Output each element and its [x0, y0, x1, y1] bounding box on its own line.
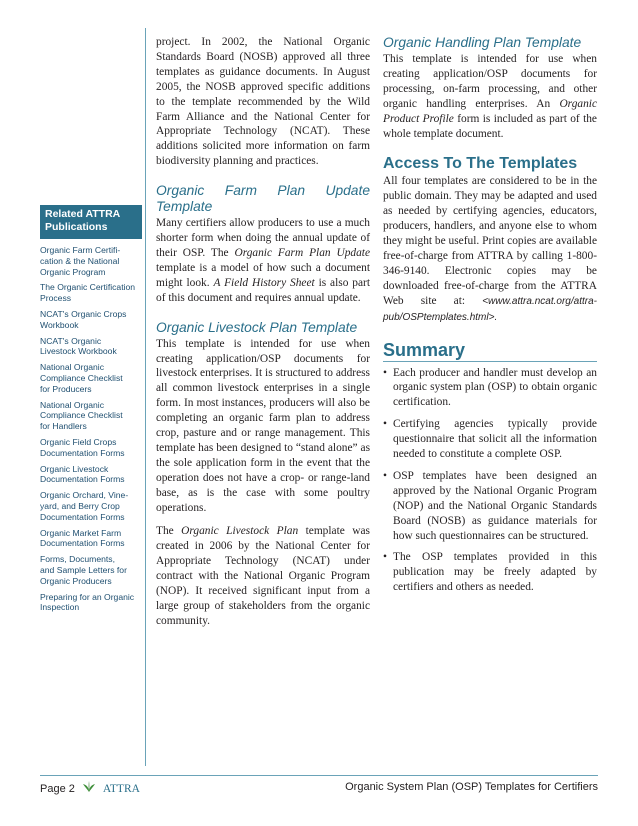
sidebar-item[interactable]: The Organic Certification Process	[40, 282, 136, 304]
sidebar-item[interactable]: Preparing for an Organic Inspection	[40, 591, 135, 613]
summary-rule	[383, 361, 597, 362]
main-column-right	[383, 35, 597, 602]
summary-bullet-list	[383, 366, 597, 596]
attra-brand: ATTRA	[102, 782, 140, 795]
footer-rule	[40, 775, 598, 776]
footer-left	[40, 781, 140, 796]
summary-bullet: • Each producer and handler must develop an organic system plan (OSP) to obtain organic certification.	[383, 366, 597, 411]
sidebar-item[interactable]: Forms, Documents, and Sample Letters for Organic Producers	[40, 554, 127, 586]
summary-bullet: • The OSP templates provided in this publication may be freely adapted by certifiers and others as needed.	[383, 550, 597, 595]
sidebar-item[interactable]: Organic Field Crops Documentation Forms	[40, 436, 125, 458]
related-publications-sidebar	[40, 205, 142, 618]
handling-plan-paragraph: This template is intended for use when creating application/OSP documents for processing, on-farm processing, and other organic handling enterprises. An Organic Product Profile form is included as part of the whole template document.	[383, 53, 597, 140]
livestock-plan-heading: Organic Livestock Plan Template	[156, 319, 358, 335]
templates-url-link[interactable]: <www.attra.ncat.org/attra-pub/OSPtemplates.html>.	[383, 295, 597, 323]
access-heading: Access To The Templates	[383, 155, 578, 173]
sidebar-item[interactable]: Organic Livestock Documentation Forms	[40, 463, 125, 485]
column-divider	[145, 28, 146, 766]
handling-plan-heading: Organic Handling Plan Template	[383, 35, 582, 50]
farm-plan-update-heading: Organic Farm Plan Update Template	[156, 183, 370, 215]
main-column-left	[156, 35, 370, 629]
summary-bullet: • Certifying agencies typically provide questionnaire that solicit all the information needed to constitute a complete OSP.	[383, 417, 597, 462]
sidebar-heading: Related ATTRA Publications	[40, 205, 142, 239]
footer-title: Organic System Plan (OSP) Templates for Certifiers	[345, 781, 598, 793]
sidebar-item[interactable]: Organic Market Farm Documentation Forms	[40, 527, 125, 549]
intro-paragraph: project. In 2002, the National Organic Standards Board (NOSB) approved all three templates as guidance documents. In August 2005, the NOSB approved specific additions to the template recommended by the Wild Farm Alliance and the National Center for Appropriate Technology (NCAT). These additions solicited more information on farm biodiversity planning and practices.	[156, 36, 370, 168]
summary-bullet: • OSP templates have been designed an approved by the National Organic Program (NOP) and the National Organic Standards Board (NOSB) as guidance materials for how such questionnaires can be structured.	[383, 469, 597, 544]
sidebar-item[interactable]: Organic Farm Certifi- cation & the National Organic Program	[40, 245, 121, 277]
sidebar-item[interactable]: NCAT's Organic Crops Workbook	[40, 308, 127, 330]
sidebar-item[interactable]: National Organic Compliance Checklist for Handlers	[40, 399, 123, 432]
attra-leaf-icon	[81, 781, 97, 796]
sidebar-list	[40, 245, 142, 613]
sidebar-item[interactable]: NCAT's Organic Livestock Workbook	[40, 335, 117, 357]
summary-heading: Summary	[383, 339, 466, 360]
page-number: Page 2	[40, 782, 75, 795]
livestock-plan-paragraph: This template is intended for use when creating application/OSP documents for livestock enterprises. It is structured to address all common livestock enterprises in a single form. In most instances, producers will also be completing an organic farm plan to address crop, pasture and or range management. This template has been designed to “stand alone” as the sole application form in the event that the operation does not have a crop- or range-land base, as is the case with some poultry operations.	[156, 337, 370, 514]
farm-plan-update-paragraph: Many certifiers allow producers to use a much shorter form when doing the annual update of their OSP. The Organic Farm Plan Update template is a model of how such a document might look. A Field History Sheet is also part of this document and requires annual update.	[156, 217, 370, 304]
sidebar-item[interactable]: Organic Orchard, Vine- yard, and Berry Crop Documentation Forms	[40, 490, 129, 522]
sidebar-item[interactable]: National Organic Compliance Checklist for Producers	[40, 362, 123, 394]
livestock-history-paragraph: The Organic Livestock Plan template was created in 2006 by the National Center for Appropriate Technology (NCAT) under contract with the National Organic Program (NOP). It received significant input from a large group of stakeholders from the organic community.	[156, 525, 370, 627]
access-paragraph: All four templates are considered to be in the public domain. They may be adapted and used as needed by certifying agencies, educators, producers, handlers, and anyone else to whom they might be useful. Print copies are available free-of-charge from ATTRA by calling 1-800-346-9140. Electronic copies may be downloaded free-of-charge from the ATTRA Web site at: <www.attra.ncat.org/attra-pub/OSPtemplates.html>.	[383, 175, 597, 323]
